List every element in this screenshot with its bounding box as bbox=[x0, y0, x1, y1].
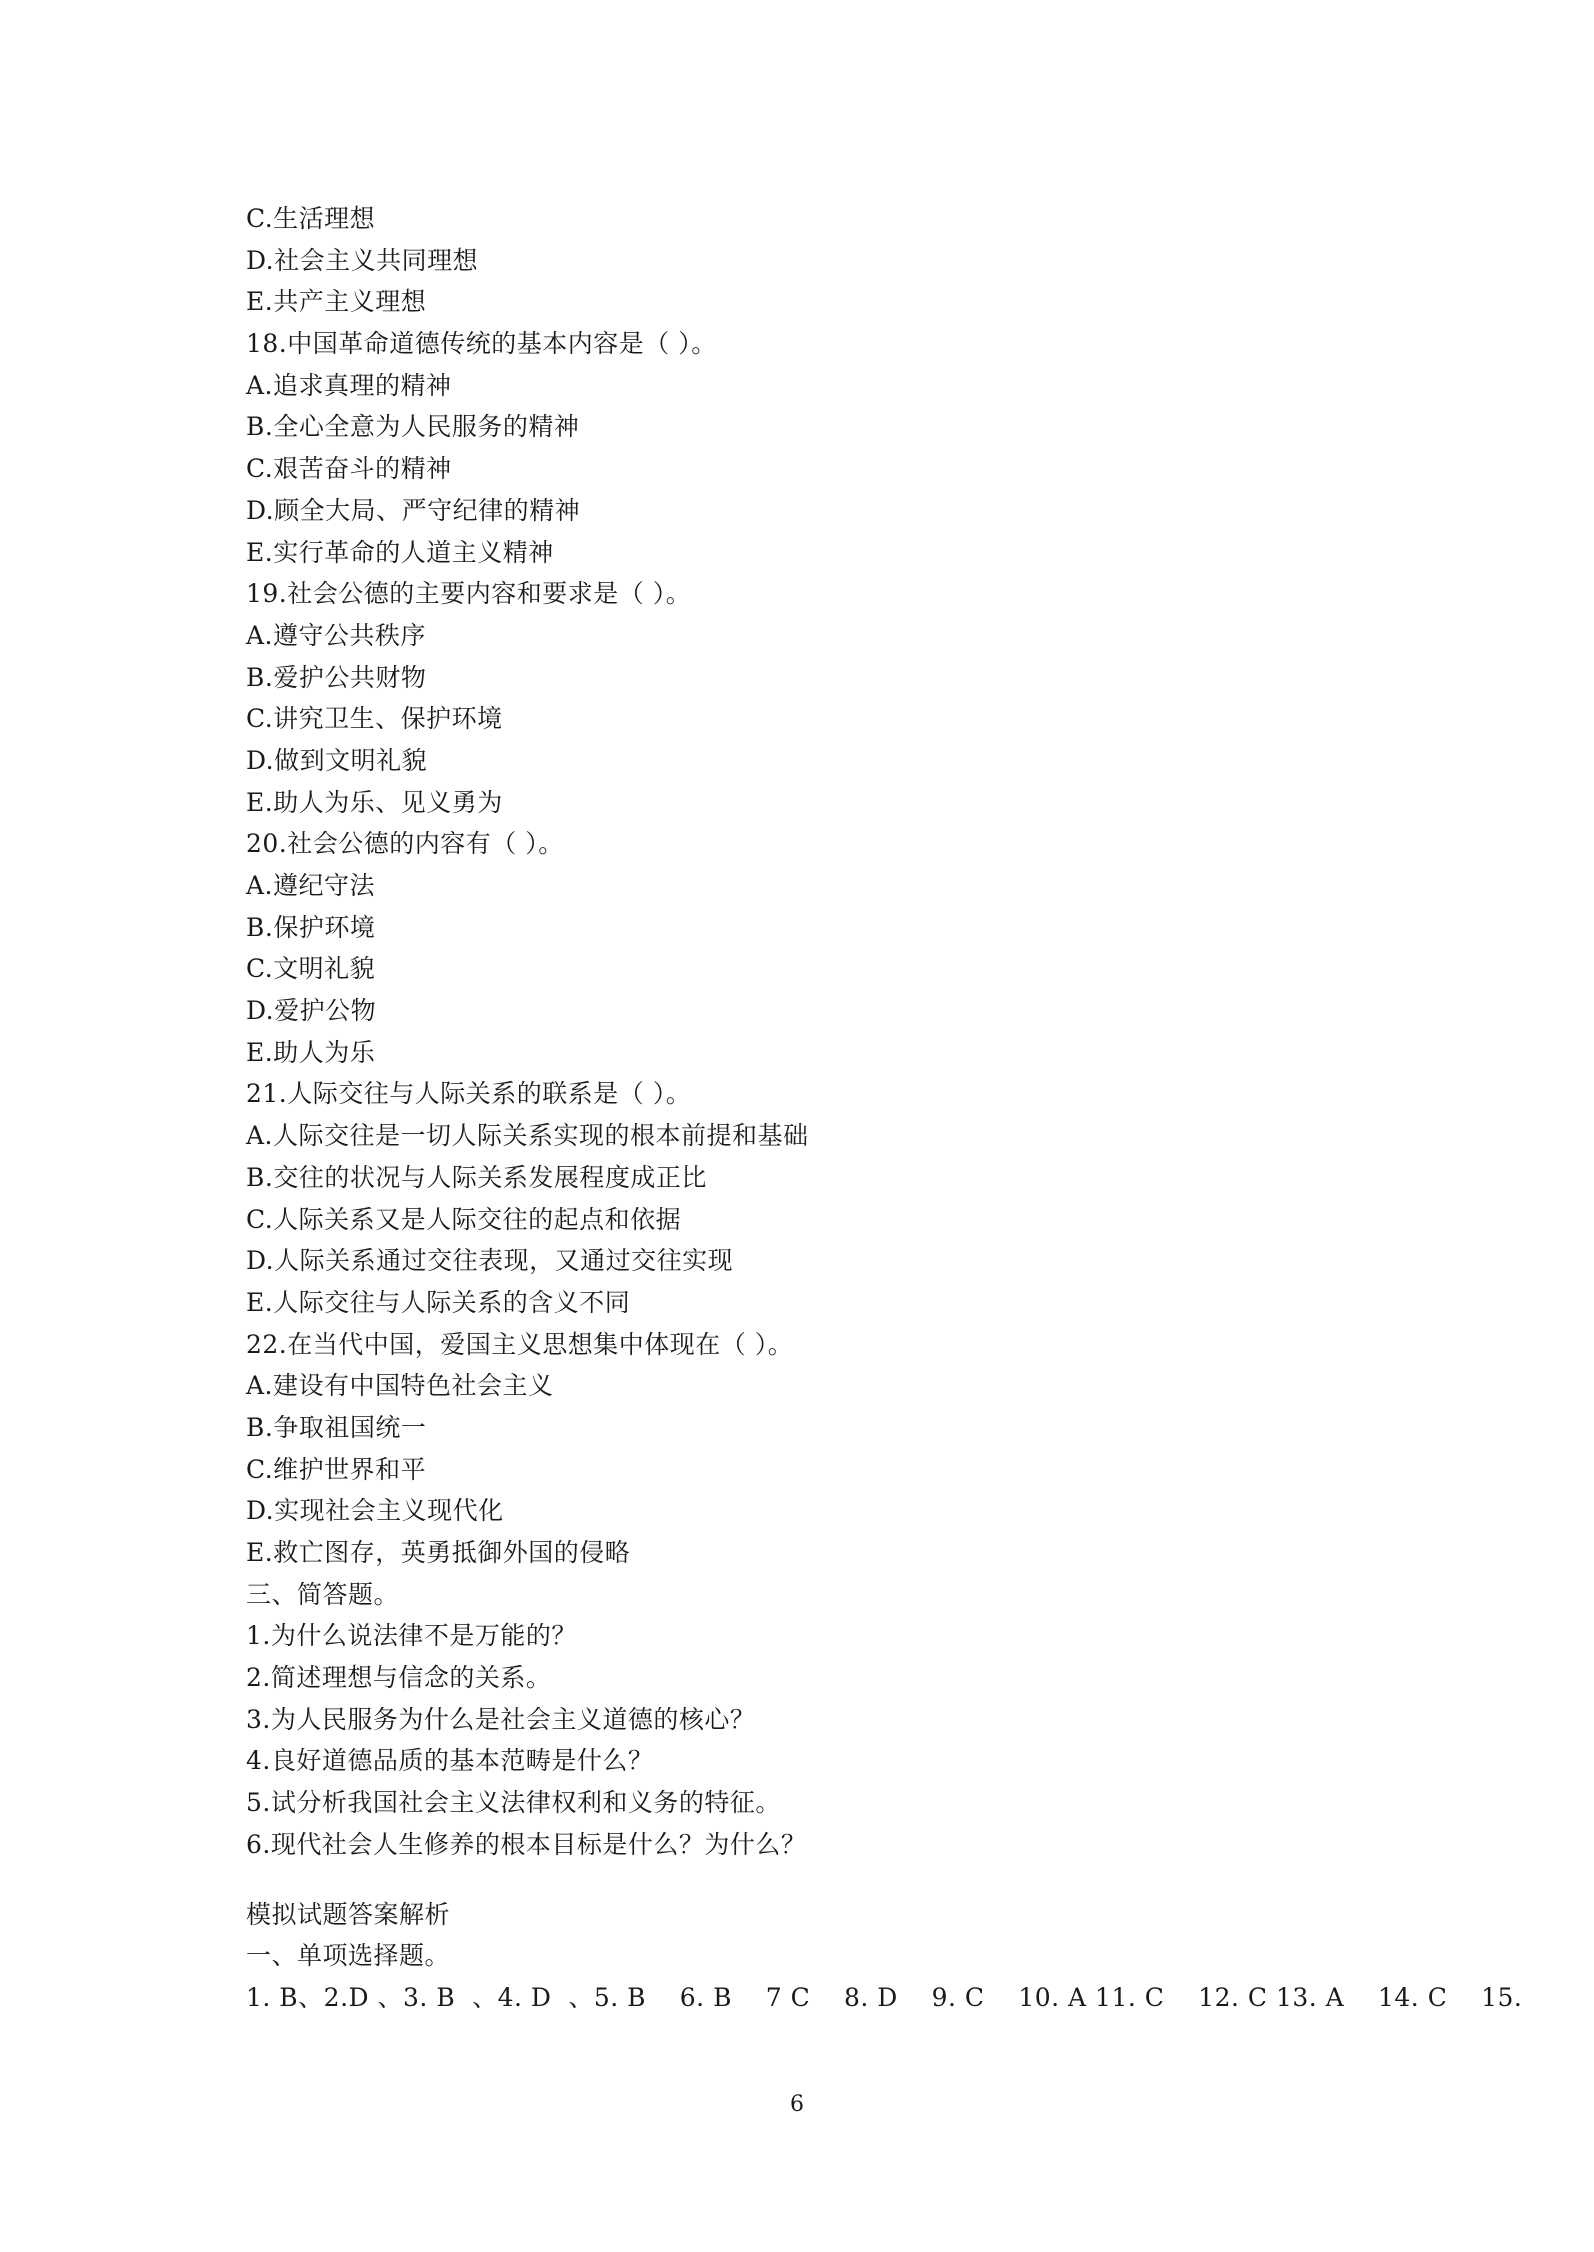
text-line: A.遵守公共秩序 bbox=[246, 620, 427, 650]
text-line: 6.现代社会人生修养的根本目标是什么？为什么？ bbox=[246, 1829, 807, 1859]
text-line: E.救亡图存，英勇抵御外国的侵略 bbox=[246, 1538, 631, 1567]
text-line: E.实行革命的人道主义精神 bbox=[246, 537, 554, 567]
text-line: C.艰苦奋斗的精神 bbox=[246, 454, 452, 484]
page-number: 6 bbox=[790, 2092, 804, 2117]
text-line: 3.为人民服务为什么是社会主义道德的核心？ bbox=[246, 1704, 756, 1734]
text-line: A.追求真理的精神 bbox=[246, 370, 452, 400]
text-line: 5.试分析我国社会主义法律权利和义务的特征。 bbox=[246, 1788, 781, 1818]
text-line: B.争取祖国统一 bbox=[246, 1412, 427, 1442]
answer-key-line: 1. B、2.D 、3. B 、4. D 、5. B 6. B 7 C 8. D 9. C 10. A 11. C 12. C 13. A 14. C 15. bbox=[246, 1982, 1523, 2012]
document-body bbox=[246, 198, 1523, 2019]
text-line: D.人际关系通过交往表现，又通过交往实现 bbox=[246, 1246, 734, 1276]
text-line: 2.简述理想与信念的关系。 bbox=[246, 1663, 552, 1693]
text-line: B.爱护公共财物 bbox=[246, 662, 427, 692]
text-line: C.生活理想 bbox=[246, 204, 376, 233]
text-line: B.交往的状况与人际关系发展程度成正比 bbox=[246, 1162, 707, 1192]
text-line: 22.在当代中国，爱国主义思想集中体现在（ ）。 bbox=[246, 1329, 794, 1359]
text-line: E.助人为乐、见义勇为 bbox=[246, 787, 503, 817]
text-line: D.顾全大局、严守纪律的精神 bbox=[246, 495, 581, 525]
text-line: C.人际关系又是人际交往的起点和依据 bbox=[246, 1204, 682, 1234]
text-line: 4.良好道德品质的基本范畴是什么？ bbox=[246, 1746, 654, 1776]
text-line: A.遵纪守法 bbox=[246, 871, 376, 900]
text-line: E.人际交往与人际关系的含义不同 bbox=[246, 1287, 631, 1317]
text-line: B.保护环境 bbox=[246, 912, 376, 942]
text-line: D.做到文明礼貌 bbox=[246, 745, 428, 775]
text-line: C.讲究卫生、保护环境 bbox=[246, 704, 503, 734]
text-line: 18.中国革命道德传统的基本内容是（ ）。 bbox=[246, 329, 717, 359]
text-line: 20.社会公德的内容有（ ）。 bbox=[246, 829, 564, 859]
text-line: A.建设有中国特色社会主义 bbox=[246, 1371, 554, 1401]
text-line: E.共产主义理想 bbox=[246, 287, 427, 317]
text-line: 1.为什么说法律不是万能的？ bbox=[246, 1621, 577, 1651]
answers-section bbox=[246, 1894, 1396, 1977]
text-line: C.文明礼貌 bbox=[246, 954, 376, 984]
text-line: 模拟试题答案解析 bbox=[246, 1899, 451, 1929]
text-line: 三、简答题。 bbox=[246, 1579, 400, 1609]
text-line: 19.社会公德的主要内容和要求是（ ）。 bbox=[246, 579, 692, 609]
text-line: 一、单项选择题。 bbox=[246, 1941, 451, 1971]
text-line: E.助人为乐 bbox=[246, 1037, 376, 1067]
text-line: 21.人际交往与人际关系的联系是（ ）。 bbox=[246, 1079, 692, 1109]
text-line: D.爱护公物 bbox=[246, 996, 377, 1026]
text-line: A.人际交往是一切人际关系实现的根本前提和基础 bbox=[246, 1121, 809, 1151]
text-line: D.社会主义共同理想 bbox=[246, 245, 479, 275]
questions-section bbox=[246, 198, 1396, 1866]
text-line: C.维护世界和平 bbox=[246, 1454, 427, 1484]
section-gap bbox=[246, 1866, 1396, 1894]
text-line: D.实现社会主义现代化 bbox=[246, 1496, 504, 1526]
text-line: B.全心全意为人民服务的精神 bbox=[246, 412, 580, 442]
